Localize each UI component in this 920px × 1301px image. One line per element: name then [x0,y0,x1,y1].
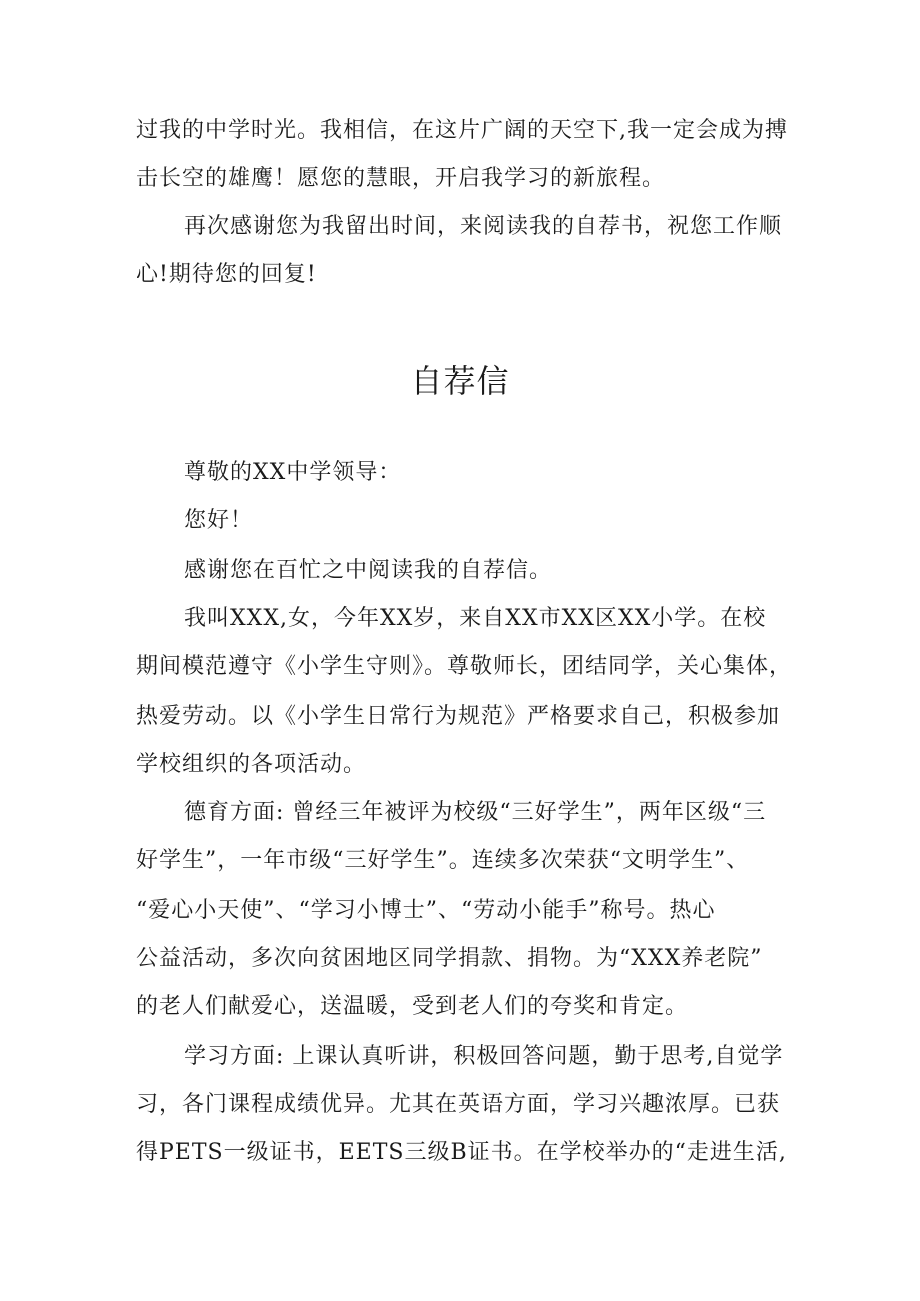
intro-line: 感谢您在百忙之中阅读我的自荐信。 [184,558,553,583]
study-line: 习，各门课程成绩优异。尤其在英语方面，学习兴趣浓厚。已获 [136,1092,781,1117]
self-intro-line: 热爱劳动。以《小学生日常行为规范》严格要求自己，积极参加 [136,704,781,729]
moral-line: “爱心小天使”、“学习小博士”、“劳动小能手”称号。热心 [136,898,716,923]
letter-title: 自荐信 [410,362,510,400]
self-intro-line: 我叫XXX,女，今年XX岁，来自XX市XX区XX小学。在校 [184,606,767,631]
salutation: 尊敬的XX中学领导： [184,460,402,485]
study-line: 学习方面: 上课认真听讲，积极回答问题，勤于思考,自觉学 [184,1044,784,1069]
prev-letter-closing-line: 心!期待您的回复! [136,262,317,287]
prev-letter-closing-line: 再次感谢您为我留出时间，来阅读我的自荐书，祝您工作顺 [184,214,783,239]
moral-line: 公益活动，多次向贫困地区同学捐款、捐物。为“XXX养老院” [136,946,763,971]
self-intro-line: 期间模范遵守《小学生守则》。尊敬师长，团结同学，关心集体， [136,654,793,679]
prev-letter-paragraph-line: 过我的中学时光。我相信，在这片广阔的天空下,我一定会成为搏 [136,118,788,143]
greeting: 您好！ [184,508,254,533]
moral-line: 好学生”，一年市级“三好学生”。连续多次荣获“文明学生”、 [136,848,750,873]
moral-line: 的老人们献爱心，送温暖，受到老人们的夸奖和肯定。 [136,994,689,1019]
self-intro-line: 学校组织的各项活动。 [136,752,367,777]
study-line: 得PETS一级证书，EETS三级B证书。在学校举办的“走进生活, [136,1140,787,1165]
prev-letter-paragraph-line: 击长空的雄鹰！愿您的慧眼，开启我学习的新旅程。 [136,166,666,191]
moral-line: 德育方面: 曾经三年被评为校级“三好学生”，两年区级“三 [184,800,767,825]
